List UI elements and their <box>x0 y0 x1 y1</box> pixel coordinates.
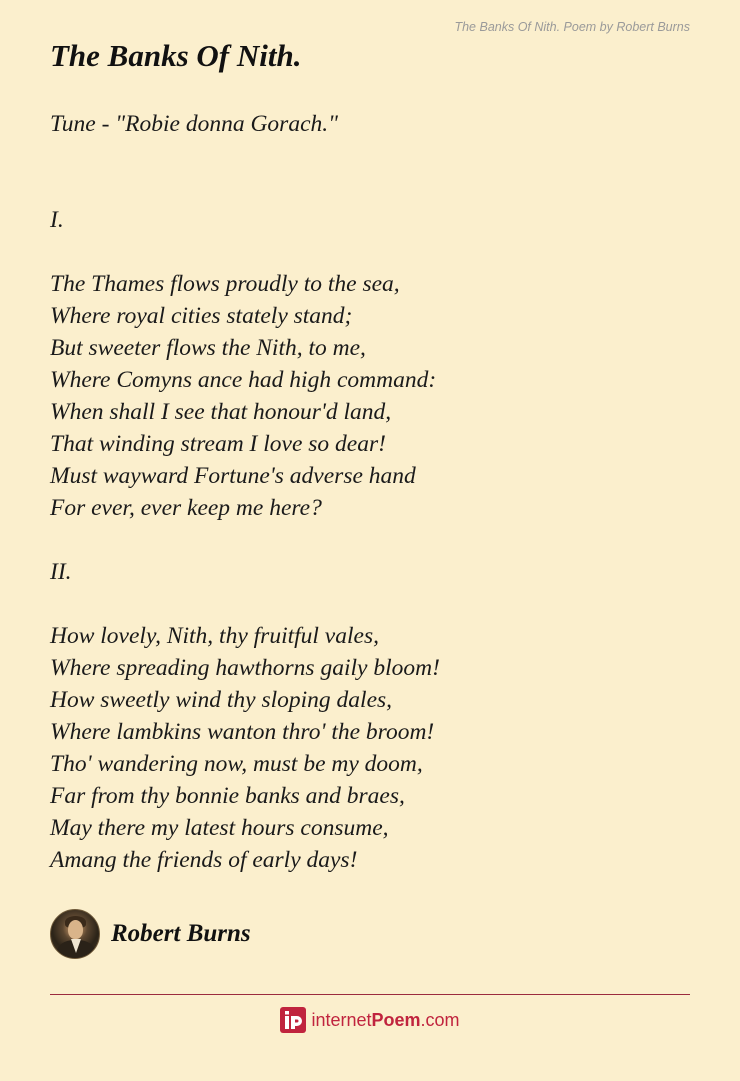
avatar-face <box>68 920 83 939</box>
blank-line <box>50 172 690 204</box>
footer-divider <box>50 994 690 995</box>
poem-line: Where royal cities stately stand; <box>50 303 353 329</box>
poem-line: May there my latest hours consume, <box>50 815 389 841</box>
poem-tune: Tune - "Robie donna Gorach." <box>50 111 339 137</box>
poem-body <box>50 108 690 876</box>
poem-line: Where Comyns ance had high command: <box>50 367 437 393</box>
author-block[interactable] <box>50 908 251 960</box>
stanza-numeral: II. <box>50 559 72 585</box>
blank-line <box>50 524 690 556</box>
header-caption: The Banks Of Nith. Poem by Robert Burns <box>454 20 690 34</box>
blank-line <box>50 588 690 620</box>
poem-line: How lovely, Nith, thy fruitful vales, <box>50 623 379 649</box>
logo-suffix: .com <box>420 1009 460 1030</box>
blank-line <box>50 140 690 172</box>
poem-line: Far from thy bonnie banks and braes, <box>50 783 405 809</box>
poem-line: Tho' wandering now, must be my doom, <box>50 751 423 777</box>
stanza-numeral: I. <box>50 207 64 233</box>
poem-line: Where lambkins wanton thro' the broom! <box>50 719 435 745</box>
blank-line <box>50 236 690 268</box>
author-name-link[interactable]: Robert Burns <box>111 920 251 947</box>
footer-logo[interactable] <box>0 1006 740 1034</box>
poem-line: But sweeter flows the Nith, to me, <box>50 335 366 361</box>
poem-line: The Thames flows proudly to the sea, <box>50 271 400 297</box>
poem-line: For ever, ever keep me here? <box>50 495 322 521</box>
poem-line: That winding stream I love so dear! <box>50 431 386 457</box>
author-avatar[interactable] <box>50 909 100 959</box>
logo-bold: Poem <box>371 1009 421 1030</box>
logo-prefix: internet <box>311 1009 372 1030</box>
poem-line: Amang the friends of early days! <box>50 847 358 873</box>
poem-line: Must wayward Fortune's adverse hand <box>50 463 416 489</box>
internetpoem-logo-icon <box>280 1007 306 1033</box>
logo-wordmark <box>311 1010 459 1031</box>
poem-line: How sweetly wind thy sloping dales, <box>50 687 393 713</box>
poem-line: When shall I see that honour'd land, <box>50 399 392 425</box>
poem-title: The Banks Of Nith. <box>50 38 302 73</box>
poem-line: Where spreading hawthorns gaily bloom! <box>50 655 440 681</box>
